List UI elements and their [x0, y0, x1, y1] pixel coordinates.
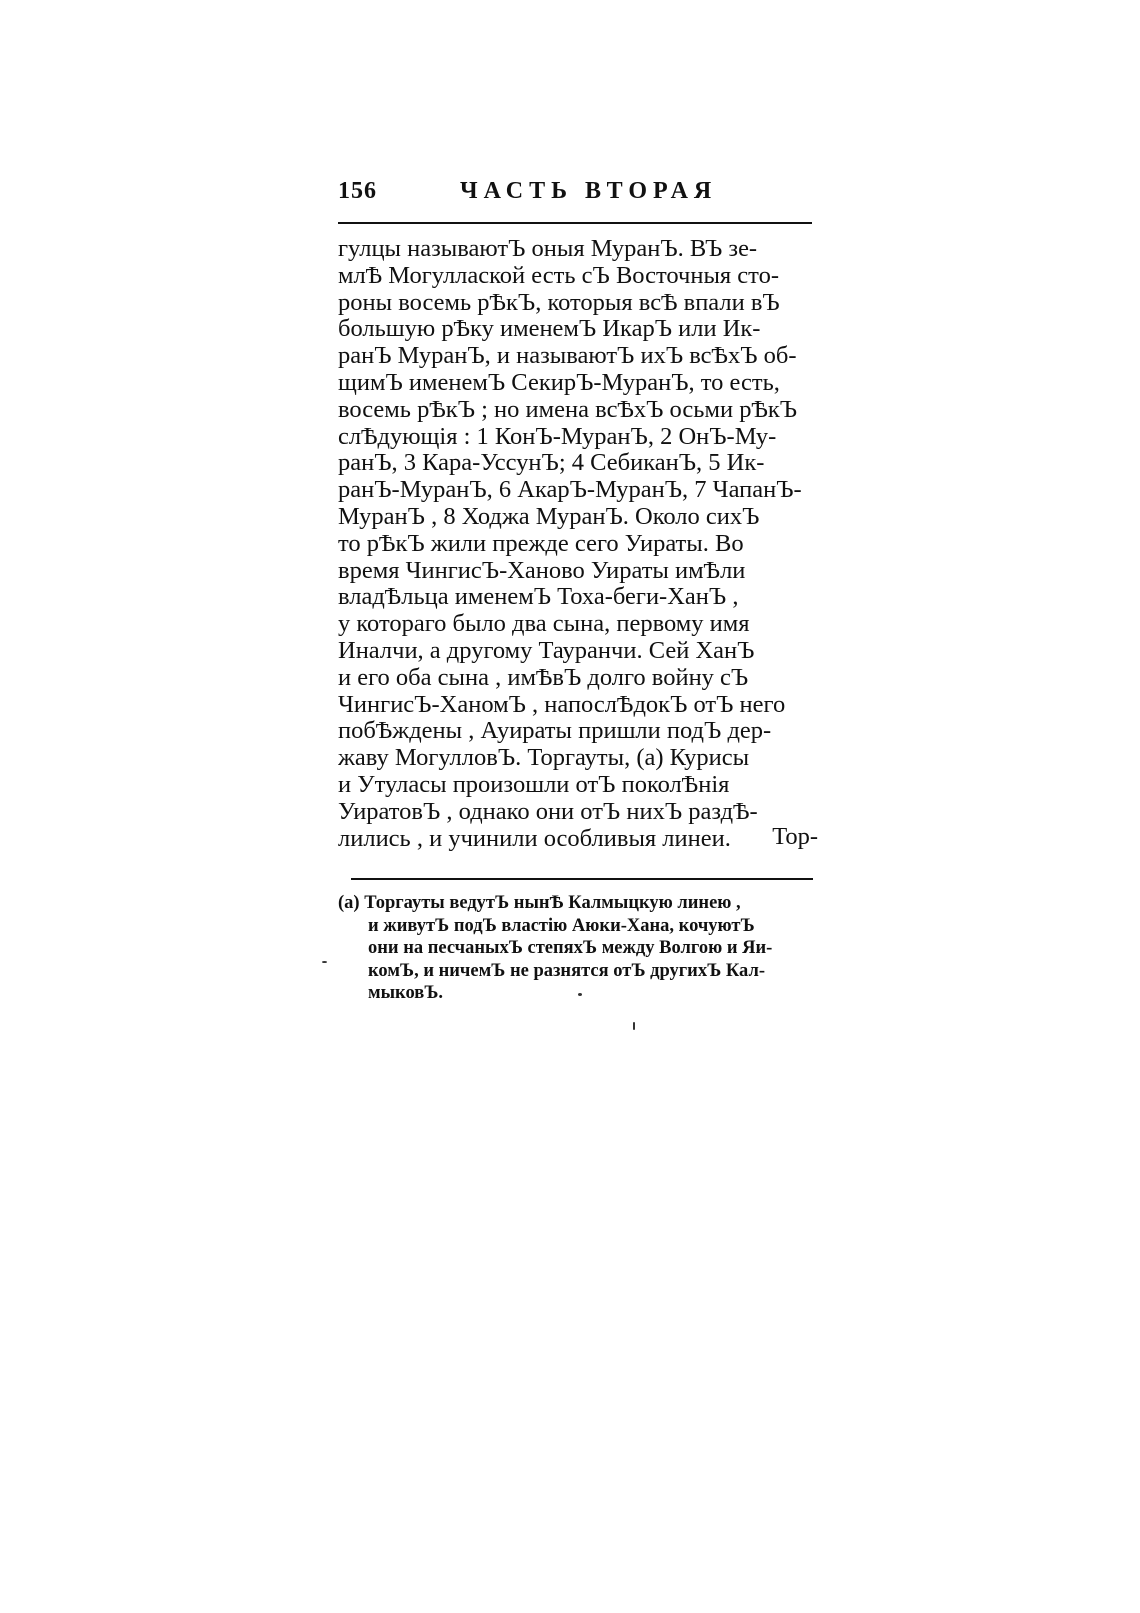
footnote-rule [351, 878, 813, 880]
text-line: владѢльца именемЪ Тоха-беги-ХанЪ , [338, 584, 739, 611]
page-number: 156 [338, 178, 377, 204]
footnote-line: комЪ, и ничемЪ не разнятся отЪ другихЪ Кал- [368, 960, 765, 981]
text-line: млѢ Могуллаской есть сЪ Восточныя сто- [338, 262, 779, 289]
text-line: и его оба сына , имѢвЪ долго войну сЪ [338, 664, 749, 691]
text-line: МуранЪ , 8 Ходжа МуранЪ. Около сихЪ [338, 503, 760, 530]
text-line: и Утуласы произошли отЪ поколѢнія [338, 771, 730, 798]
ink-speck [322, 961, 327, 963]
body-text [338, 236, 818, 852]
footnote [338, 892, 816, 1005]
text-line: лились , и учинили особливыя линеи. [338, 825, 731, 852]
text-line: роны восемь рѢкЪ, которыя всѢ впали вЪ [338, 289, 780, 316]
header-rule [338, 222, 812, 224]
text-line: ранЪ МуранЪ, и называютЪ ихЪ всѢхЪ об- [338, 343, 797, 370]
running-head: ЧАСТЬ ВТОРАЯ [460, 178, 718, 204]
catchword: Тор- [772, 823, 818, 850]
text-line: щимЪ именемЪ СекирЪ-МуранЪ, то есть, [338, 369, 780, 396]
footnote-line: (а) Торгауты ведутЪ нынѢ Калмыцкую линею , [338, 893, 741, 913]
text-line: Иналчи, а другому Тауранчи. Сей ХанЪ [338, 637, 755, 664]
text-line: гулцы называютЪ оныя МуранЪ. ВЪ зе- [338, 236, 758, 262]
text-line: у котораго было два сына, первому имя [338, 611, 750, 638]
footnote-line: мыковЪ. [368, 983, 444, 1004]
text-line: ранЪ, 3 Кара-УссунЪ; 4 СебиканЪ, 5 Ик- [338, 450, 765, 477]
text-line: ранЪ-МуранЪ, 6 АкарЪ-МуранЪ, 7 ЧапанЪ- [338, 477, 802, 504]
text-line: время ЧингисЪ-Ханово Уираты имѢли [338, 557, 746, 584]
footnote-line: и живутЪ подЪ властію Аюки-Хана, кочуютЪ [368, 915, 755, 936]
footnote-line: они на песчаныхЪ степяхЪ между Волгою и Яи- [368, 938, 773, 959]
ink-speck [633, 1022, 635, 1030]
text-line: слѢдующія : 1 КонЪ-МуранЪ, 2 ОнЪ-Му- [338, 423, 777, 450]
text-line: то рѢкЪ жили прежде сего Уираты. Во [338, 530, 744, 557]
text-line: ЧингисЪ-ХаномЪ , напослѢдокЪ отЪ него [338, 691, 786, 718]
text-line: большую рѢку именемЪ ИкарЪ или Ик- [338, 316, 761, 343]
text-line: побѢждены , Ауираты пришли подЪ дер- [338, 718, 772, 745]
ink-speck [578, 993, 582, 996]
text-line: УиратовЪ , однако они отЪ нихЪ раздѢ- [338, 798, 758, 825]
text-line: жаву МогулловЪ. Торгауты, (а) Курисы [338, 745, 750, 772]
text-line: восемь рѢкЪ ; но имена всѢхЪ осьми рѢкЪ [338, 396, 798, 423]
